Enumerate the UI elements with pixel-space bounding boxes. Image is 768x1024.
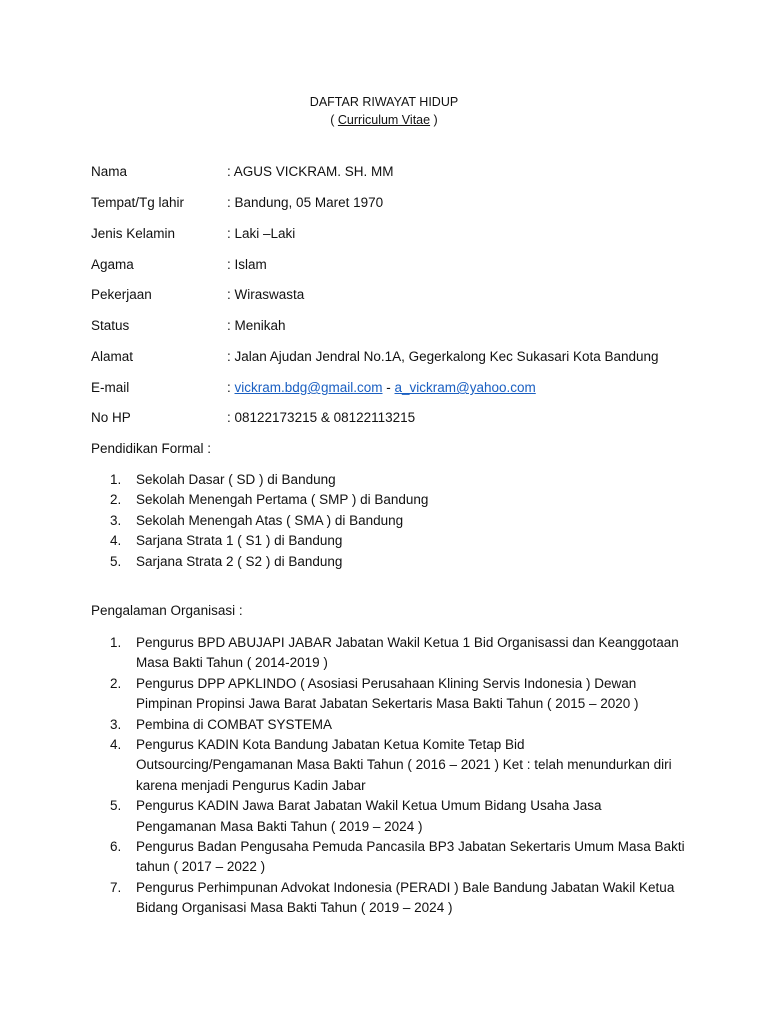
list-item bbox=[110, 674, 685, 715]
list-item bbox=[110, 633, 685, 674]
birth-value: : Bandung, 05 Maret 1970 bbox=[227, 195, 384, 210]
document-title: DAFTAR RIWAYAT HIDUP bbox=[309, 95, 459, 109]
education-heading: Pendidikan Formal : bbox=[91, 441, 212, 456]
list-item bbox=[110, 837, 685, 878]
religion-value: : Islam bbox=[227, 257, 267, 272]
item-text: Sarjana Strata 1 ( S1 ) di Bandung bbox=[136, 533, 343, 549]
item-number: 4. bbox=[110, 533, 122, 549]
email-label: E-mail bbox=[91, 380, 130, 395]
email-value bbox=[227, 380, 536, 395]
item-number: 1. bbox=[110, 472, 122, 487]
item-number: 5. bbox=[110, 553, 122, 569]
status-label: Status bbox=[91, 318, 130, 333]
occupation-label: Pekerjaan bbox=[91, 287, 152, 302]
item-text: Pengurus DPP APKLINDO ( Asosiasi Perusahaan Klining Servis Indonesia ) Dewan Pimpinan Propinsi Jawa Barat Jabatan Sekertaris Masa Bakti Tahun ( 2015 – 2020 ) bbox=[136, 675, 639, 712]
item-number: 2. bbox=[110, 675, 122, 691]
item-text: Sekolah Menengah Atas ( SMA ) di Bandung bbox=[136, 512, 404, 528]
occupation-value: : Wiraswasta bbox=[227, 287, 305, 302]
email-separator: - bbox=[382, 380, 395, 395]
gender-value: : Laki –Laki bbox=[227, 226, 296, 241]
item-number: 1. bbox=[110, 635, 122, 650]
item-number: 4. bbox=[110, 737, 122, 753]
item-number: 3. bbox=[110, 716, 122, 732]
name-label: Nama bbox=[91, 164, 128, 179]
list-item bbox=[110, 531, 690, 551]
list-item bbox=[110, 878, 685, 919]
phone-value: : 08122173215 & 08122113215 bbox=[227, 410, 416, 425]
document-subtitle bbox=[0, 113, 768, 127]
item-number: 5. bbox=[110, 798, 122, 814]
gender-label: Jenis Kelamin bbox=[91, 226, 176, 241]
item-text: Pengurus Badan Pengusaha Pemuda Pancasila BP3 Jabatan Sekertaris Umum Masa Bakti tahun ( 2017 – 2022 ) bbox=[136, 839, 685, 875]
email-link-gmail[interactable]: vickram.bdg@gmail.com bbox=[234, 380, 383, 395]
list-item bbox=[110, 470, 690, 490]
phone-label: No HP bbox=[91, 410, 131, 425]
item-number: 6. bbox=[110, 839, 122, 855]
birth-label: Tempat/Tg lahir bbox=[91, 195, 185, 210]
item-number: 7. bbox=[110, 879, 122, 895]
item-text: Sekolah Dasar ( SD ) di Bandung bbox=[136, 472, 336, 487]
list-item bbox=[110, 735, 685, 796]
list-item bbox=[110, 715, 685, 735]
email-link-yahoo[interactable]: a_vickram@yahoo.com bbox=[394, 380, 536, 395]
subtitle-main: Curriculum Vitae bbox=[337, 113, 431, 127]
subtitle-close: ) bbox=[430, 113, 438, 127]
email-prefix: : bbox=[227, 380, 235, 395]
list-item bbox=[110, 490, 690, 510]
item-text: Pengurus KADIN Kota Bandung Jabatan Ketua Komite Tetap Bid Outsourcing/Pengamanan Masa Bakti Tahun ( 2016 – 2021 ) Ket : telah menundurkan diri karena menjadi Pengurus Kadin Jabar bbox=[136, 737, 672, 793]
address-label: Alamat bbox=[91, 349, 134, 364]
item-text: Sarjana Strata 2 ( S2 ) di Bandung bbox=[136, 553, 343, 569]
address-value: : Jalan Ajudan Jendral No.1A, Gegerkalong Kec Sukasari Kota Bandung bbox=[227, 349, 659, 364]
list-item bbox=[110, 511, 690, 531]
item-number: 2. bbox=[110, 492, 122, 508]
item-number: 3. bbox=[110, 512, 122, 528]
status-value: : Menikah bbox=[227, 318, 286, 333]
item-text: Pengurus KADIN Jawa Barat Jabatan Wakil Ketua Umum Bidang Usaha Jasa Pengamanan Masa Bakti Tahun ( 2019 – 2024 ) bbox=[136, 798, 602, 834]
item-text: Pengurus Perhimpunan Advokat Indonesia (PERADI ) Bale Bandung Jabatan Wakil Ketua Bidang Organisasi Masa Bakti Tahun ( 2019 – 2024 ) bbox=[136, 879, 675, 916]
organization-list bbox=[110, 633, 685, 919]
religion-label: Agama bbox=[91, 257, 134, 272]
item-text: Sekolah Menengah Pertama ( SMP ) di Bandung bbox=[136, 492, 429, 508]
education-list bbox=[110, 470, 690, 572]
subtitle-open: ( bbox=[330, 113, 338, 127]
name-value: : AGUS VICKRAM. SH. MM bbox=[227, 164, 394, 179]
list-item bbox=[110, 552, 690, 572]
list-item bbox=[110, 796, 685, 837]
item-text: Pengurus BPD ABUJAPI JABAR Jabatan Wakil Ketua 1 Bid Organisassi dan Keanggotaan Masa Bakti Tahun ( 2014-2019 ) bbox=[136, 635, 679, 671]
organization-heading: Pengalaman Organisasi : bbox=[91, 603, 243, 618]
item-text: Pembina di COMBAT SYSTEMA bbox=[136, 716, 333, 732]
